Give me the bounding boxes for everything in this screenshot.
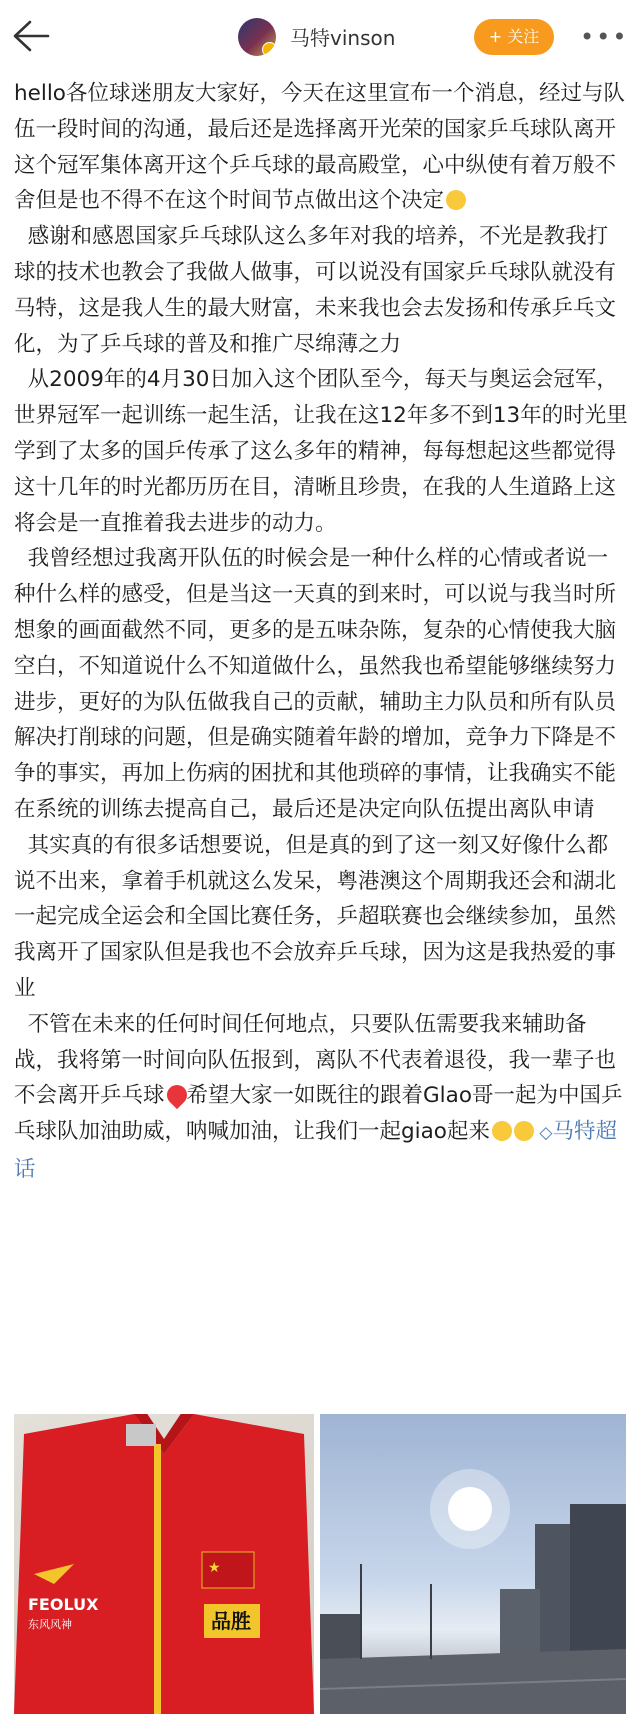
top-bar bbox=[0, 0, 640, 72]
topic-diamond-icon: ◇ bbox=[533, 1123, 553, 1144]
svg-text:★: ★ bbox=[208, 1560, 221, 1576]
photo-grid bbox=[14, 1414, 626, 1714]
photo-sunny-street[interactable] bbox=[320, 1414, 626, 1714]
post-paragraph: 其实真的有很多话想要说，但是真的到了这一刻又好像什么都说不出来，拿着手机就这么发呆，粤港澳这个周期我还会和湖北一起完成全运会和全国比赛任务，乒超联赛也会继续参加，虽然我离开了国家队但是我也不会放弃乒乓球，因为这是我热爱的事业 bbox=[14, 832, 617, 1001]
photo-team-jacket[interactable] bbox=[14, 1414, 314, 1714]
street-illustration bbox=[320, 1414, 626, 1714]
verified-badge-icon bbox=[262, 42, 276, 56]
follow-button[interactable]: + 关注 bbox=[474, 19, 554, 55]
post-paragraph: 从2009年的4月30日加入这个团队至今，每天与奥运会冠军，世界冠军一起训练一起生活，让我在这12年多不到13年的时光里学到了太多的国乒传承了这么多年的精神，每每想起这些都觉得这十几年的时光都历历在目，清晰且珍贵，在我的人生道路上这将会是一直推着我去进步的动力。 bbox=[14, 367, 628, 536]
jacket-illustration bbox=[14, 1414, 314, 1714]
laughing-face-emoji-icon bbox=[492, 1121, 512, 1141]
back-arrow-icon[interactable] bbox=[10, 16, 52, 56]
post-body bbox=[14, 76, 628, 1188]
post-paragraph: 我曾经想过我离开队伍的时候会是一种什么样的心情或者说一种什么样的感受，但是当这一天真的到来时，可以说与我当时所想象的画面截然不同，更多的是五味杂陈，复杂的心情使我大脑空白，不知道说什么不知道做什么，虽然我也希望能够继续努力进步，更好的为队伍做我自己的贡献，辅助主力队员和所有队员解决打削球的问题，但是确实随着年龄的增加，竞争力下降是不争的事实，再加上伤病的困扰和其他琐碎的事情，让我确实不能在系统的训练去提高自己，最后还是决定向队伍提出离队申请 bbox=[14, 546, 617, 822]
topic-tag-link[interactable]: 马特超话 bbox=[14, 1119, 617, 1182]
laughing-face-emoji-icon bbox=[514, 1121, 534, 1141]
avatar[interactable] bbox=[238, 18, 276, 56]
post-paragraph: hello各位球迷朋友大家好，今天在这里宣布一个消息，经过与队伍一段时间的沟通，最后还是选择离开光荣的国家乒乓球队离开这个冠军集体离开这个乒乓球的最高殿堂，心中纵使有着万般不舍但是也不得不在这个时间节点做出这个决定 bbox=[14, 81, 625, 214]
jacket-brand-text: FEOLUX bbox=[28, 1595, 99, 1614]
more-options-icon[interactable]: ••• bbox=[580, 23, 629, 51]
post-paragraph: 不管在未来的任何时间任何地点，只要队伍需要我来辅助备战，我将第一时间向队伍报到，离队不代表着退役，我一辈子也不会离开乒乓球 希望大家一如既往的跟着Glao哥一起为中国乒乓球队加油助威，呐喊加油，让我们一起giao起来 ◇马特超话 bbox=[14, 1011, 623, 1182]
jacket-patch-text: 品胜 bbox=[211, 1609, 251, 1633]
post-paragraph: 感谢和感恩国家乒乓球队这么多年对我的培养，不光是教我打球的技术也教会了我做人做事，可以说没有国家乒乓球队就没有马特，这是我人生的最大财富，未来我也会去发扬和传承乒乓文化，为了乒乓球的普及和推广尽绵薄之力 bbox=[14, 224, 617, 357]
username[interactable]: 马特vinson bbox=[290, 26, 396, 50]
pleading-face-emoji-icon bbox=[446, 190, 466, 210]
jacket-brand-cn-text: 东风风神 bbox=[28, 1618, 72, 1631]
